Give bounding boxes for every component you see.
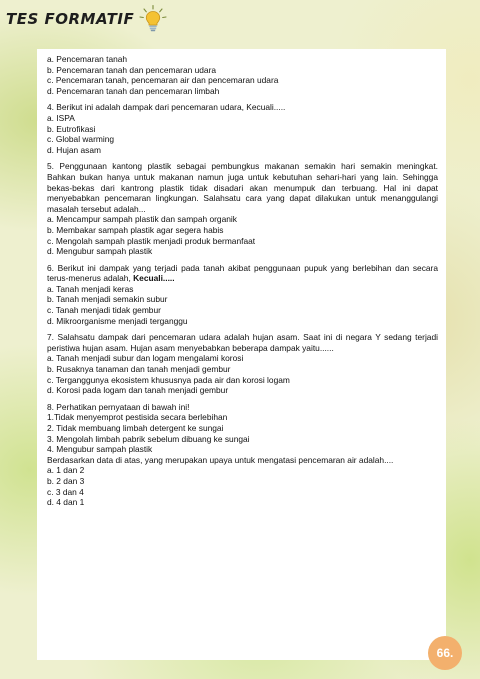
q8-statement-4: 4. Mengubur sampah plastik bbox=[47, 444, 153, 455]
q3-option-c: c. Pencemaran tanah, pencemaran air dan pencemaran udara bbox=[47, 75, 279, 86]
q3-option-d: d. Pencemaran tanah dan pencemaran limbah bbox=[47, 85, 220, 96]
q4-option-b: b. Eutrofikasi bbox=[47, 123, 96, 134]
page-title: TES FORMATIF bbox=[6, 10, 135, 28]
q6-lead-bold: Kecuali..... bbox=[133, 273, 175, 284]
q7-option-d: d. Korosi pada logam dan tanah menjadi gembur bbox=[47, 385, 229, 396]
question-6 bbox=[47, 263, 438, 327]
q8-option-b: b. 2 dan 3 bbox=[47, 475, 85, 486]
q8-question: Berdasarkan data di atas, yang merupakan upaya untuk mengatasi pencemaran air adalah.... bbox=[47, 454, 394, 465]
question-3-options bbox=[47, 54, 438, 96]
question-7 bbox=[47, 332, 438, 396]
q4-option-c: c. Global warming bbox=[47, 134, 115, 145]
q8-statement-1: 1.Tidak menyemprot pestisida secara berlebihan bbox=[47, 412, 228, 423]
q6-lead-text: 6. Berikut ini dampak yang terjadi pada tanah akibat penggunaan pupuk yang berlebihan dan secara terus-menerus adalah, bbox=[47, 262, 438, 284]
q7-lead: 7. Salahsatu dampak dari pencemaran udara adalah hujan asam. Saat ini di negara Y sedang terjadi peristiwa hujan asam. Hujan asam menyebabkan beberapa dampak yaitu...... bbox=[47, 332, 438, 353]
q7-option-b: b. Rusaknya tanaman dan tanah menjadi gembur bbox=[47, 364, 231, 375]
q5-option-a: a. Mencampur sampah plastik dan sampah organik bbox=[47, 214, 237, 225]
q6-option-d: d. Mikroorganisme menjadi terganggu bbox=[47, 315, 188, 326]
q6-option-a: a. Tanah menjadi keras bbox=[47, 283, 134, 294]
question-8 bbox=[47, 402, 438, 508]
q8-option-d: d. 4 dan 1 bbox=[47, 497, 85, 508]
lightbulb-icon bbox=[138, 4, 168, 34]
q8-lead: 8. Perhatikan pernyataan di bawah ini! bbox=[47, 401, 190, 412]
q8-option-c: c. 3 dan 4 bbox=[47, 486, 84, 497]
question-4 bbox=[47, 102, 438, 155]
header bbox=[6, 5, 168, 33]
q5-option-b: b. Membakar sampah plastik agar segera habis bbox=[47, 224, 224, 235]
q3-option-b: b. Pencemaran tanah dan pencemaran udara bbox=[47, 64, 217, 75]
q4-lead: 4. Berikut ini adalah dampak dari pencemaran udara, Kecuali..... bbox=[47, 102, 286, 113]
q8-statement-3: 3. Mengolah limbah pabrik sebelum dibuang ke sungai bbox=[47, 433, 250, 444]
q5-lead: 5. Penggunaan kantong plastik sebagai pembungkus makanan semakin hari semakin meningkat. Bahkan bukan hanya untuk makanan namun juga untuk kebutuhan sehari-hari yang lain. Sehingga bekas-bekas dari kantrong plastik tidak disadari akan menumpuk dan terbuang. Hal ini dapat menyebabkan pencemaran lingkungan. Salahsatu cara yang dapat dilakukan untuk menanggulangi masalah tersebut adalah... bbox=[47, 161, 438, 214]
q6-option-b: b. Tanah menjadi semakin subur bbox=[47, 294, 168, 305]
q5-option-d: d. Mengubur sampah plastik bbox=[47, 246, 153, 257]
q7-option-c: c. Terganggunya ekosistem khususnya pada air dan korosi logam bbox=[47, 374, 290, 385]
q5-option-c: c. Mengolah sampah plastik menjadi produk bermanfaat bbox=[47, 235, 256, 246]
q4-option-d: d. Hujan asam bbox=[47, 144, 101, 155]
page-number-badge: 66. bbox=[428, 636, 462, 670]
q6-lead bbox=[47, 263, 438, 284]
question-5 bbox=[47, 161, 438, 256]
q8-option-a: a. 1 dan 2 bbox=[47, 465, 85, 476]
q4-option-a: a. ISPA bbox=[47, 112, 75, 123]
q7-option-a: a. Tanah menjadi subur dan logam mengalami korosi bbox=[47, 353, 244, 364]
worksheet-paper bbox=[37, 49, 446, 660]
q3-option-a: a. Pencemaran tanah bbox=[47, 54, 128, 64]
question-list bbox=[47, 54, 438, 514]
q8-statement-2: 2. Tidak membuang limbah detergent ke sungai bbox=[47, 423, 224, 433]
q6-option-c: c. Tanah menjadi tidak gembur bbox=[47, 305, 161, 316]
